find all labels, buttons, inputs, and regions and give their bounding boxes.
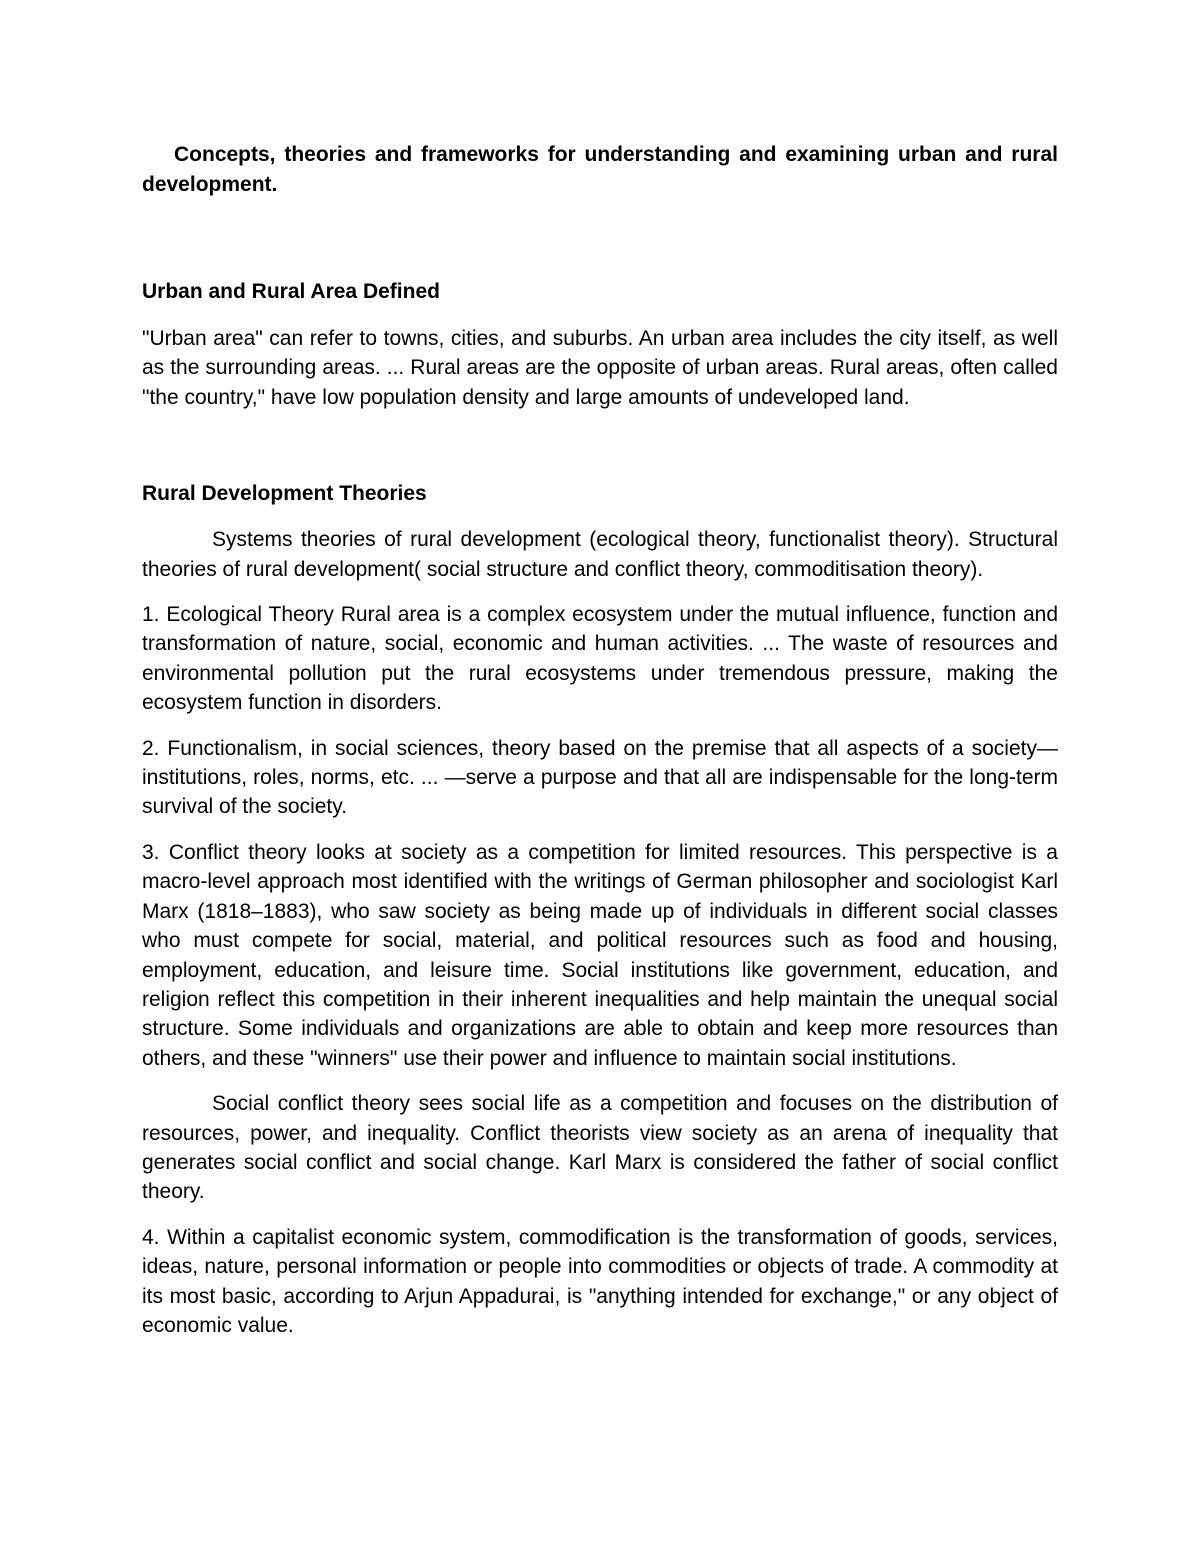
paragraph-social-conflict-theory: Social conflict theory sees social life as a competition and focuses on the distribution of resources, power, and inequality. Conflict theorists view society as an arena of inequality that generates social conflict and social change. Karl Marx is considered the father of social conflict theory. bbox=[142, 1092, 1058, 1204]
paragraph-ecological-theory: 1. Ecological Theory Rural area is a complex ecosystem under the mutual influence, function and transformation of nature, social, economic and human activities. ... The waste of resources and environmental pollution put the rural ecosystems under tremendous pressure, making the ecosystem function in disorders. bbox=[142, 603, 1058, 715]
paragraph-functionalism: 2. Functionalism, in social sciences, theory based on the premise that all aspects of a society—institutions, roles, norms, etc. ... —serve a purpose and that all are indispensable for the long-term survival of the society. bbox=[142, 736, 1058, 819]
document-page bbox=[142, 140, 1058, 1340]
paragraph-conflict-theory: 3. Conflict theory looks at society as a competition for limited resources. This perspective is a macro-level approach most identified with the writings of German philosopher and sociologist Karl Marx (1818–1883), who saw society as being made up of individuals in different social classes who must compete for social, material, and political resources such as food and housing, employment, education, and leisure time. Social institutions like government, education, and religion reflect this competition in their inherent inequalities and help maintain the unequal social structure. Some individuals and organizations are able to obtain and keep more resources than others, and these "winners" use their power and influence to maintain social institutions. bbox=[142, 840, 1058, 1070]
document-title: Concepts, theories and frameworks for understanding and examining urban and rural development. bbox=[142, 143, 1058, 196]
section-heading-rural-development-theories: Rural Development Theories bbox=[142, 482, 427, 506]
section-heading-urban-rural-defined: Urban and Rural Area Defined bbox=[142, 280, 440, 303]
paragraph-theory-overview: Systems theories of rural development (ecological theory, functionalist theory). Structural theories of rural development( social structure and conflict theory, commoditisation theory). bbox=[142, 528, 1058, 581]
paragraph-urban-rural-definition: "Urban area" can refer to towns, cities, and suburbs. An urban area includes the city itself, as well as the surrounding areas. ... Rural areas are the opposite of urban areas. Rural areas, often called "the country," have low population density and large amounts of undeveloped land. bbox=[142, 327, 1058, 409]
paragraph-commodification: 4. Within a capitalist economic system, commodification is the transformation of goods, services, ideas, nature, personal information or people into commodities or objects of trade. A commodity at its most basic, according to Arjun Appadurai, is "anything intended for exchange," or any object of economic value. bbox=[142, 1225, 1058, 1337]
